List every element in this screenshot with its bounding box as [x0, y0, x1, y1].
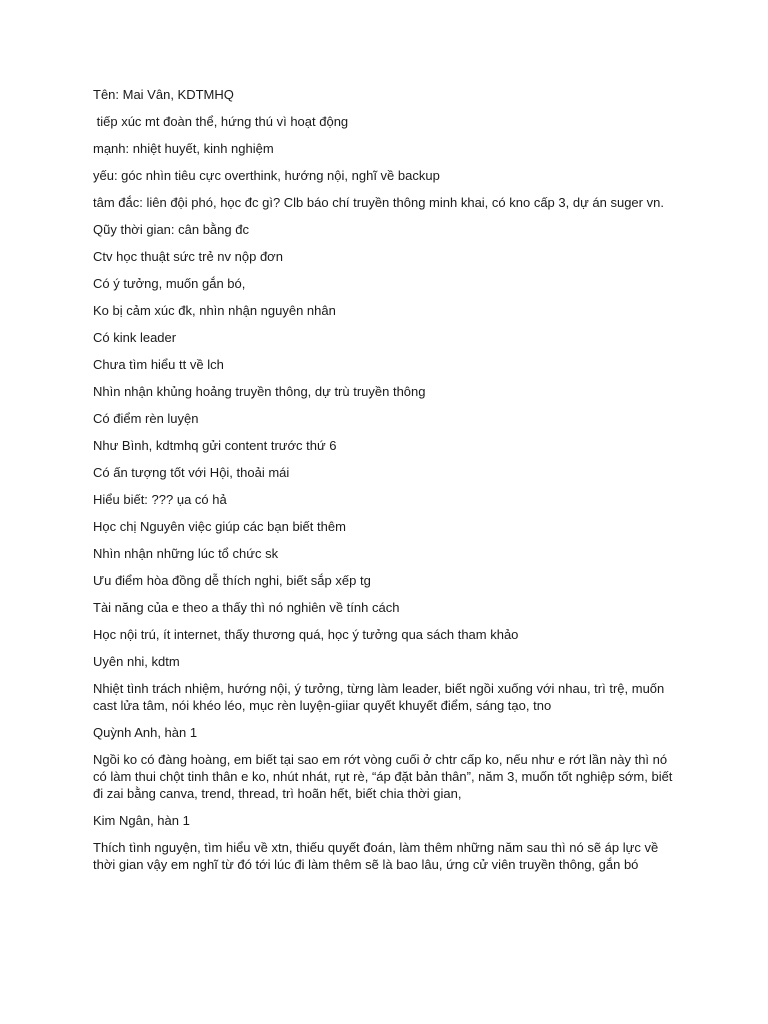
paragraph: tiếp xúc mt đoàn thể, hứng thú vì hoạt động: [93, 114, 349, 129]
paragraph: Chưa tìm hiểu tt về lch: [93, 357, 224, 372]
paragraph-name-mai-van: Tên: Mai Vân, KDTMHQ: [93, 87, 234, 102]
paragraph-name-kim-ngan: Kim Ngân, hàn 1: [93, 813, 190, 828]
paragraph: mạnh: nhiệt huyết, kinh nghiệm: [93, 141, 274, 156]
document-body: [93, 86, 675, 883]
paragraph: Hiểu biết: ??? ụa có hả: [93, 492, 227, 507]
paragraph: Qũy thời gian: cân bằng đc: [93, 222, 249, 237]
paragraph: Nhìn nhận khủng hoảng truyền thông, dự trù truyền thông: [93, 384, 426, 399]
paragraph: Ngồi ko có đàng hoàng, em biết tại sao em rớt vòng cuối ở chtr cấp ko, nếu như e rớt lần này thì nó có làm thui chột tinh thân e ko, nhút nhát, rụt rè, “áp đặt bản thân”, năm 3, muốn tốt nghiệp sớm, biết đi zai bằng canva, trend, thread, trì hoãn hết, biết chia thời gian,: [93, 752, 677, 801]
paragraph: Học nội trú, ít internet, thấy thương quá, học ý tưởng qua sách tham khảo: [93, 627, 519, 642]
paragraph: Ưu điểm hòa đồng dễ thích nghi, biết sắp xếp tg: [93, 573, 371, 588]
paragraph: Có điểm rèn luyện: [93, 411, 199, 426]
paragraph: Có kink leader: [93, 330, 177, 345]
paragraph: Ko bị cảm xúc đk, nhìn nhận nguyên nhân: [93, 303, 336, 318]
paragraph: yếu: góc nhìn tiêu cực overthink, hướng nội, nghĩ về backup: [93, 168, 440, 183]
paragraph: Như Bình, kdtmhq gửi content trước thứ 6: [93, 438, 337, 453]
paragraph: Nhìn nhận những lúc tổ chức sk: [93, 546, 279, 561]
paragraph: Nhiệt tình trách nhiệm, hướng nội, ý tưởng, từng làm leader, biết ngồi xuống với nhau, trì trệ, muốn cast lửa tâm, nói khéo léo, mục rèn luyện-giiar quyết khuyết điểm, sáng tạo, tno: [93, 681, 668, 713]
paragraph: Ctv học thuật sức trẻ nv nộp đơn: [93, 249, 283, 264]
paragraph: Thích tình nguyện, tìm hiểu về xtn, thiếu quyết đoán, làm thêm những năm sau thì nó sẽ áp lực về thời gian vậy em nghĩ từ đó tới lúc đi làm thêm sẽ là bao lâu, ứng cử viên truyền thông, gắn bó: [93, 840, 662, 872]
paragraph: Tài năng của e theo a thấy thì nó nghiên về tính cách: [93, 600, 400, 615]
paragraph-name-quynh-anh: Quỳnh Anh, hàn 1: [93, 725, 198, 740]
paragraph: tâm đắc: liên đội phó, học đc gì? Clb báo chí truyền thông minh khai, có kno cấp 3, dự án suger vn.: [93, 195, 664, 210]
paragraph: Có ý tưởng, muốn gắn bó,: [93, 276, 246, 291]
paragraph: Học chị Nguyên việc giúp các bạn biết thêm: [93, 519, 346, 534]
paragraph: Có ấn tượng tốt với Hội, thoải mái: [93, 465, 290, 480]
paragraph-name-uyen-nhi: Uyên nhi, kdtm: [93, 654, 180, 669]
